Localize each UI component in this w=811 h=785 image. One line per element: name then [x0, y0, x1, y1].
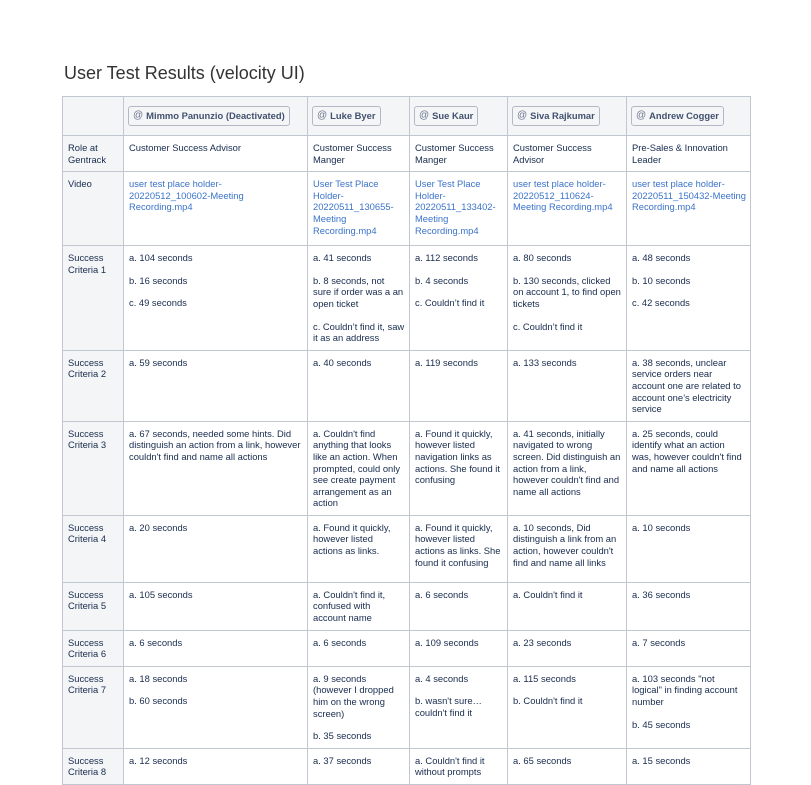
row-header-cell: Success Criteria 7 — [63, 666, 124, 748]
table-cell — [124, 666, 308, 748]
row-header-cell: Success Criteria 3 — [63, 421, 124, 515]
row-header-cell: Video — [63, 172, 124, 246]
table-row — [63, 515, 751, 582]
cell-text: b. 16 seconds — [129, 274, 188, 286]
cell-text: a. 67 seconds, needed some hints. Did distinguish an action from a link, however couldn't find and name all actions — [129, 427, 301, 462]
table-cell — [308, 630, 410, 666]
user-mention[interactable] — [128, 106, 290, 126]
table-cell — [308, 515, 410, 582]
at-sign-icon: @ — [517, 110, 528, 122]
cell-text: Customer Success Manger — [415, 142, 494, 165]
user-mention-name: Andrew Cogger — [649, 110, 719, 122]
table-cell — [508, 515, 627, 582]
user-mention-name: Mimmo Panunzio (Deactivated) — [146, 110, 285, 122]
table-row — [63, 172, 751, 246]
cell-text: a. 59 seconds — [129, 356, 188, 368]
table-row — [63, 630, 751, 666]
row-header-cell: Success Criteria 4 — [63, 515, 124, 582]
cell-text: a. 112 seconds — [415, 252, 478, 264]
table-row — [63, 748, 751, 784]
table-cell — [124, 582, 308, 630]
row-header-cell: Success Criteria 8 — [63, 748, 124, 784]
cell-text: a. Couldn't find it — [513, 588, 583, 600]
cell-text: b. 8 seconds, not sure if order was a an open ticket — [313, 274, 404, 309]
user-mention[interactable] — [512, 106, 600, 126]
header-cell — [124, 97, 308, 136]
user-mention[interactable] — [631, 106, 724, 126]
cell-text: b. Couldn't find it — [513, 695, 583, 707]
table-cell — [308, 582, 410, 630]
at-sign-icon: @ — [636, 110, 647, 122]
cell-text: a. 41 seconds, initially navigated to wrong screen. Did distinguish an action from a link, however couldn't find and name all actions — [513, 427, 621, 497]
at-sign-icon: @ — [133, 110, 144, 122]
header-corner-cell — [63, 97, 124, 136]
table-cell — [508, 582, 627, 630]
video-link[interactable]: user test place holder-20220512_100602-Meeting Recording.mp4 — [129, 178, 244, 213]
table-cell — [627, 350, 751, 421]
row-header-cell: Success Criteria 6 — [63, 630, 124, 666]
cell-text: a. 9 seconds (however I dropped him on the wrong screen) — [313, 672, 394, 719]
cell-text: a. 119 seconds — [415, 356, 478, 368]
table-cell — [410, 582, 508, 630]
cell-text: a. 15 seconds — [632, 754, 691, 766]
table-cell — [410, 515, 508, 582]
user-mention-name: Sue Kaur — [432, 110, 474, 122]
cell-text: a. Found it quickly, however listed actions as links. She found it confusing — [415, 521, 501, 568]
table-cell — [627, 666, 751, 748]
table-row — [63, 582, 751, 630]
table-body — [63, 136, 751, 785]
cell-text: a. Couldn't find it, confused with account name — [313, 588, 386, 624]
table-row — [63, 136, 751, 172]
video-link[interactable]: User Test Place Holder-20220511_130655-Meeting Recording.mp4 — [313, 178, 394, 236]
cell-text: a. 7 seconds — [632, 636, 686, 648]
header-cell — [508, 97, 627, 136]
cell-text: a. 41 seconds — [313, 252, 372, 264]
cell-text: b. 60 seconds — [129, 695, 188, 707]
cell-text: c. Couldn’t find it, saw it as an address — [313, 320, 405, 344]
table-cell — [627, 421, 751, 515]
cell-text: a. 37 seconds — [313, 754, 372, 766]
cell-text: a. 6 seconds — [129, 636, 183, 648]
cell-text: b. 35 seconds — [313, 730, 372, 742]
table-cell — [308, 350, 410, 421]
table-cell — [124, 748, 308, 784]
header-cell — [627, 97, 751, 136]
table-cell — [627, 582, 751, 630]
cell-text: b. 10 seconds — [632, 274, 691, 286]
cell-text: a. 6 seconds — [415, 588, 469, 600]
table-cell — [508, 630, 627, 666]
table-cell — [627, 515, 751, 582]
cell-text: a. 48 seconds — [632, 252, 691, 264]
table-cell — [124, 246, 308, 351]
cell-text: a. 103 seconds "not logical" in finding account number — [632, 672, 738, 708]
cell-text: a. 80 seconds — [513, 252, 572, 264]
cell-text: a. 12 seconds — [129, 754, 188, 766]
cell-text: a. 10 seconds, Did distinguish a link from an action, however couldn't find and name all links — [513, 521, 617, 568]
cell-text: a. Found it quickly, however listed navigation links as actions. She found it confusing — [415, 427, 500, 486]
cell-text: c. Couldn’t find it — [415, 297, 485, 309]
cell-text: b. wasn't sure… couldn't find it — [415, 695, 482, 719]
table-row — [63, 666, 751, 748]
table-cell — [627, 748, 751, 784]
table-cell — [508, 350, 627, 421]
row-header-cell: Role at Gentrack — [63, 136, 124, 172]
table-row — [63, 421, 751, 515]
table-cell — [410, 748, 508, 784]
table-cell — [508, 172, 627, 246]
table-cell — [308, 748, 410, 784]
results-table — [62, 96, 751, 785]
cell-text: c. Couldn’t find it — [513, 320, 583, 332]
row-header-cell: Success Criteria 2 — [63, 350, 124, 421]
cell-text: a. Couldn't find it without prompts — [415, 754, 485, 778]
table-cell — [508, 748, 627, 784]
cell-text: a. 4 seconds — [415, 672, 469, 684]
table-cell — [308, 172, 410, 246]
cell-text: a. 23 seconds — [513, 636, 572, 648]
table-cell — [410, 172, 508, 246]
table-cell — [124, 172, 308, 246]
table-cell — [508, 246, 627, 351]
cell-text: Customer Success Advisor — [129, 142, 242, 153]
cell-text: a. 115 seconds — [513, 672, 576, 684]
cell-text: a. 109 seconds — [415, 636, 479, 648]
cell-text: a. 20 seconds — [129, 521, 188, 533]
table-cell — [627, 246, 751, 351]
table-cell — [308, 421, 410, 515]
cell-text: b. 130 seconds, clicked on account 1, to find open tickets — [513, 274, 621, 309]
table-cell — [410, 246, 508, 351]
video-link[interactable]: user test place holder-20220512_110624-Meeting Recording.mp4 — [513, 178, 613, 213]
cell-text: a. 6 seconds — [313, 636, 367, 648]
video-link[interactable]: User Test Place Holder-20220511_133402-Meeting Recording.mp4 — [415, 178, 496, 236]
table-cell — [627, 630, 751, 666]
header-cell — [410, 97, 508, 136]
table-cell — [124, 421, 308, 515]
table-cell — [410, 421, 508, 515]
cell-text: a. 65 seconds — [513, 754, 572, 766]
cell-text: Pre-Sales & Innovation Leader — [632, 142, 728, 165]
video-link[interactable]: user test place holder-20220511_150432-Meeting Recording.mp4 — [632, 178, 746, 213]
table-cell — [124, 515, 308, 582]
table-cell — [627, 172, 751, 246]
table-row — [63, 246, 751, 351]
table-cell — [410, 666, 508, 748]
cell-text: c. 49 seconds — [129, 297, 187, 309]
user-mention[interactable] — [414, 106, 478, 126]
cell-text: a. Found it quickly, however listed actions as links. — [313, 521, 391, 557]
table-cell — [308, 666, 410, 748]
cell-text: a. 104 seconds — [129, 252, 193, 264]
at-sign-icon: @ — [419, 110, 430, 122]
table-cell — [124, 630, 308, 666]
table-cell — [410, 350, 508, 421]
user-mention[interactable] — [312, 106, 381, 126]
at-sign-icon: @ — [317, 110, 328, 122]
cell-text: a. 10 seconds — [632, 521, 691, 533]
table-cell — [410, 136, 508, 172]
table-cell — [308, 136, 410, 172]
page-title: User Test Results (velocity UI) — [64, 63, 305, 83]
cell-text: a. Couldn't find anything that looks like an action. When prompted, could only see create payment arrangement as an action — [313, 427, 401, 509]
row-header-cell: Success Criteria 1 — [63, 246, 124, 351]
cell-text: b. 45 seconds — [632, 718, 691, 730]
cell-text: a. 18 seconds — [129, 672, 188, 684]
cell-text: a. 105 seconds — [129, 588, 193, 600]
cell-text: a. 38 seconds, unclear service orders near account one are related to account one’s electricity service — [632, 356, 741, 415]
header-row — [63, 97, 751, 136]
user-mention-name: Siva Rajkumar — [530, 110, 595, 122]
header-cell — [308, 97, 410, 136]
table-cell — [124, 136, 308, 172]
table-cell — [410, 630, 508, 666]
row-header-cell: Success Criteria 5 — [63, 582, 124, 630]
cell-text: b. 4 seconds — [415, 274, 469, 286]
cell-text: a. 25 seconds, could identify what an action was, however couldn't find and name all actions — [632, 427, 742, 474]
table-cell — [627, 136, 751, 172]
cell-text: Customer Success Manger — [313, 142, 392, 165]
table-cell — [508, 421, 627, 515]
cell-text: a. 133 seconds — [513, 356, 577, 368]
table-cell — [508, 136, 627, 172]
user-mention-name: Luke Byer — [330, 110, 376, 122]
table-cell — [508, 666, 627, 748]
cell-text: c. 42 seconds — [632, 297, 690, 309]
table-row — [63, 350, 751, 421]
cell-text: Customer Success Advisor — [513, 142, 592, 165]
table-cell — [124, 350, 308, 421]
cell-text: a. 40 seconds — [313, 356, 372, 368]
table-cell — [308, 246, 410, 351]
cell-text: a. 36 seconds — [632, 588, 691, 600]
